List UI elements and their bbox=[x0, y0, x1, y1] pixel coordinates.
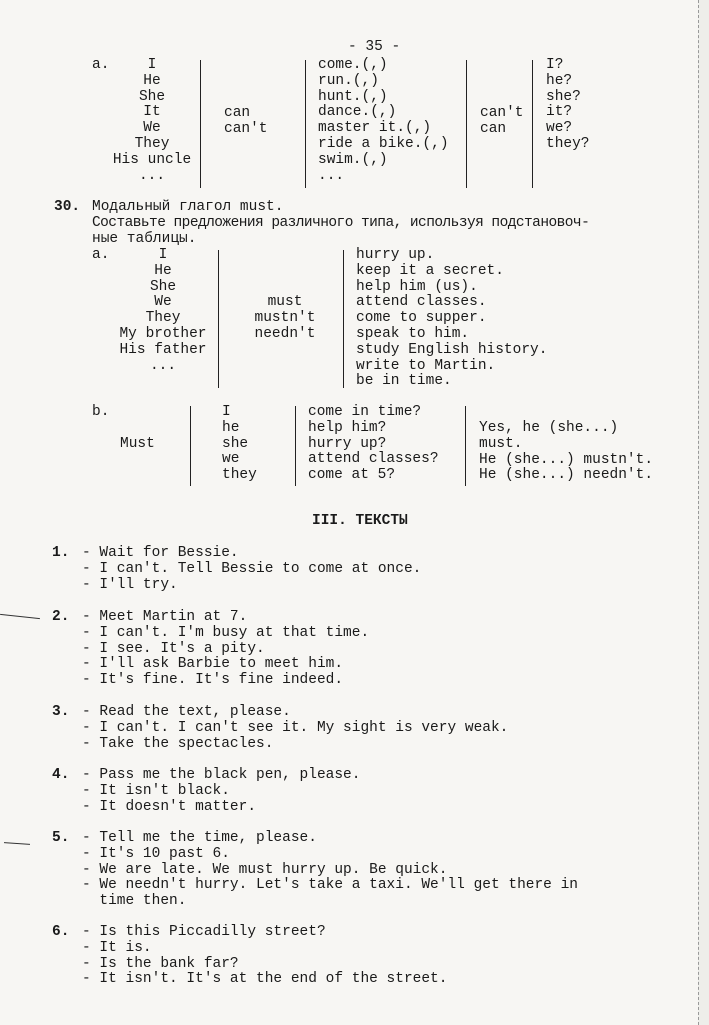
table-b-divider bbox=[295, 406, 296, 486]
subject-cell: We bbox=[154, 294, 172, 311]
table1-reply-modals bbox=[480, 106, 524, 138]
subject-cell: I bbox=[158, 247, 168, 263]
dialogue-line: - I can't. Tell Bessie to come at once. bbox=[82, 560, 422, 577]
page-edge bbox=[698, 0, 709, 1025]
dialogue-line: - Is this Piccadilly street? bbox=[82, 924, 326, 940]
subject-cell: His uncle bbox=[112, 151, 192, 168]
table1-verbs bbox=[318, 58, 449, 184]
subject-cell: I bbox=[147, 57, 157, 73]
table-b-questions bbox=[308, 405, 439, 484]
dialogue-line: - I see. It's a pity. bbox=[82, 640, 265, 657]
reply-modal-cell: can't bbox=[480, 105, 524, 121]
tag-cell: he? bbox=[546, 72, 573, 89]
exercise-title: Модальный глагол must. bbox=[92, 199, 284, 215]
subject-cell: ... bbox=[138, 167, 166, 184]
subject-cell: They bbox=[145, 310, 181, 327]
complement-cell: keep it a secret. bbox=[356, 262, 504, 279]
subject-cell: My brother bbox=[119, 325, 207, 342]
dialogue-line: - I can't. I can't see it. My sight is very weak. bbox=[82, 719, 509, 736]
modal-cell: can bbox=[224, 105, 251, 121]
dialogue-line: - Is the bank far? bbox=[82, 955, 239, 972]
dialogue-number: 1. bbox=[52, 545, 70, 561]
modal-cell: needn't bbox=[254, 325, 316, 342]
dialogue-line: - We are late. We must hurry up. Be quick. bbox=[82, 861, 448, 878]
table-b-modal: Must bbox=[120, 436, 155, 452]
section-heading: III. ТЕКСТЫ bbox=[312, 513, 408, 529]
dialogue-line: - Tell me the time, please. bbox=[82, 830, 317, 846]
dialogue-line: - It isn't black. bbox=[82, 782, 230, 799]
question-cell: help him? bbox=[308, 419, 387, 436]
dialogue-line: - Meet Martin at 7. bbox=[82, 609, 248, 625]
table1-modals bbox=[224, 106, 268, 138]
dialogue-number: 2. bbox=[52, 609, 70, 625]
subject-cell: He bbox=[154, 262, 172, 279]
question-cell: hurry up? bbox=[308, 435, 387, 452]
table-b-subjects bbox=[222, 405, 257, 484]
question-cell: come in time? bbox=[308, 404, 422, 420]
verb-cell: swim.(,) bbox=[318, 151, 388, 168]
dialogue-line: - Read the text, please. bbox=[82, 704, 291, 720]
modal-cell: can't bbox=[224, 120, 268, 137]
subject-cell: ... bbox=[149, 357, 177, 374]
verb-cell: master it.(,) bbox=[318, 120, 432, 137]
dialogue-line: - Take the spectacles. bbox=[82, 735, 274, 752]
dialogue-line: - It is. bbox=[82, 939, 152, 956]
dialogue-lines bbox=[82, 546, 421, 593]
dialogue-line: - It's 10 past 6. bbox=[82, 845, 230, 862]
verb-cell: ride a bike.(,) bbox=[318, 135, 449, 152]
answer-cell: must. bbox=[479, 435, 523, 452]
answer-cell: He (she...) mustn't. bbox=[479, 451, 654, 468]
exercise-instruction-cont: ные таблицы. bbox=[92, 231, 197, 247]
subject-cell: We bbox=[143, 120, 161, 137]
table-a-modals bbox=[232, 295, 338, 342]
verb-cell: ... bbox=[318, 167, 345, 184]
dialogue-line: - I'll try. bbox=[82, 576, 178, 593]
subject-cell: we bbox=[222, 451, 240, 468]
tag-cell: they? bbox=[546, 135, 590, 152]
dialogue-number: 4. bbox=[52, 767, 70, 783]
table1-label: a. bbox=[92, 57, 110, 73]
subject-cell: She bbox=[138, 88, 166, 105]
table1-divider bbox=[200, 60, 201, 188]
dialogue-line: - We needn't hurry. Let's take a taxi. We'll get there in bbox=[82, 877, 578, 894]
exercise-instruction: Составьте предложения различного типа, используя подстановоч- bbox=[92, 215, 590, 231]
pen-mark bbox=[4, 842, 30, 845]
table-a-complements bbox=[356, 248, 547, 390]
subject-cell: His father bbox=[119, 341, 207, 358]
answer-cell: Yes, he (she...) bbox=[479, 420, 619, 436]
table-a-label: a. bbox=[92, 247, 110, 263]
table-b-label: b. bbox=[92, 404, 110, 420]
subject-cell: It bbox=[143, 104, 161, 121]
subject-cell: She bbox=[149, 278, 177, 295]
dialogue-lines bbox=[82, 610, 369, 689]
dialogue-lines bbox=[82, 705, 508, 752]
pen-mark bbox=[0, 614, 40, 619]
exercise-number: 30. bbox=[54, 199, 81, 215]
dialogue-line: - It's fine. It's fine indeed. bbox=[82, 672, 344, 689]
subject-cell: they bbox=[222, 467, 257, 484]
dialogue-line: time then. bbox=[82, 893, 187, 910]
complement-cell: help him (us). bbox=[356, 278, 478, 295]
verb-cell: dance.(,) bbox=[318, 104, 397, 121]
subject-cell: I bbox=[222, 404, 231, 420]
table1-divider bbox=[305, 60, 306, 188]
tag-cell: she? bbox=[546, 88, 581, 105]
table-b-divider bbox=[190, 406, 191, 486]
question-cell: attend classes? bbox=[308, 451, 439, 468]
table1-divider bbox=[532, 60, 533, 188]
dialogue-lines bbox=[82, 768, 360, 815]
verb-cell: hunt.(,) bbox=[318, 88, 388, 105]
dialogue-line: - Pass me the black pen, please. bbox=[82, 767, 361, 783]
subject-cell: He bbox=[143, 72, 161, 89]
answer-cell: He (she...) needn't. bbox=[479, 467, 654, 484]
verb-cell: come.(,) bbox=[318, 57, 388, 73]
verb-cell: run.(,) bbox=[318, 72, 379, 89]
dialogue-number: 6. bbox=[52, 924, 70, 940]
subject-cell: she bbox=[222, 435, 249, 452]
tag-cell: I? bbox=[546, 57, 564, 73]
complement-cell: come to supper. bbox=[356, 310, 487, 327]
dialogue-line: - I'll ask Barbie to meet him. bbox=[82, 656, 344, 673]
dialogue-line: - It isn't. It's at the end of the street. bbox=[82, 971, 448, 988]
tag-cell: we? bbox=[546, 120, 573, 137]
question-cell: come at 5? bbox=[308, 467, 396, 484]
table-b-divider bbox=[465, 406, 466, 486]
complement-cell: speak to him. bbox=[356, 325, 470, 342]
table-a-subjects bbox=[114, 248, 212, 374]
dialogue-line: - It doesn't matter. bbox=[82, 798, 257, 815]
table-b-answers bbox=[479, 421, 653, 484]
complement-cell: write to Martin. bbox=[356, 357, 496, 374]
table-a-divider bbox=[343, 250, 344, 388]
dialogue-lines bbox=[82, 831, 578, 910]
modal-cell: must bbox=[267, 294, 303, 310]
complement-cell: attend classes. bbox=[356, 294, 487, 311]
dialogue-line: - Wait for Bessie. bbox=[82, 545, 239, 561]
dialogue-number: 3. bbox=[52, 704, 70, 720]
complement-cell: study English history. bbox=[356, 341, 548, 358]
table1-subjects bbox=[108, 58, 196, 184]
dialogue-line: - I can't. I'm busy at that time. bbox=[82, 624, 370, 641]
complement-cell: be in time. bbox=[356, 373, 452, 390]
complement-cell: hurry up. bbox=[356, 247, 435, 263]
dialogue-lines bbox=[82, 925, 447, 988]
tag-cell: it? bbox=[546, 104, 573, 121]
subject-cell: They bbox=[134, 135, 170, 152]
table1-divider bbox=[466, 60, 467, 188]
page-number: - 35 - bbox=[348, 39, 401, 55]
subject-cell: he bbox=[222, 419, 240, 436]
table-a-divider bbox=[218, 250, 219, 388]
table1-tags bbox=[546, 58, 590, 153]
reply-modal-cell: can bbox=[480, 120, 507, 137]
dialogue-number: 5. bbox=[52, 830, 70, 846]
modal-cell: mustn't bbox=[254, 309, 316, 326]
